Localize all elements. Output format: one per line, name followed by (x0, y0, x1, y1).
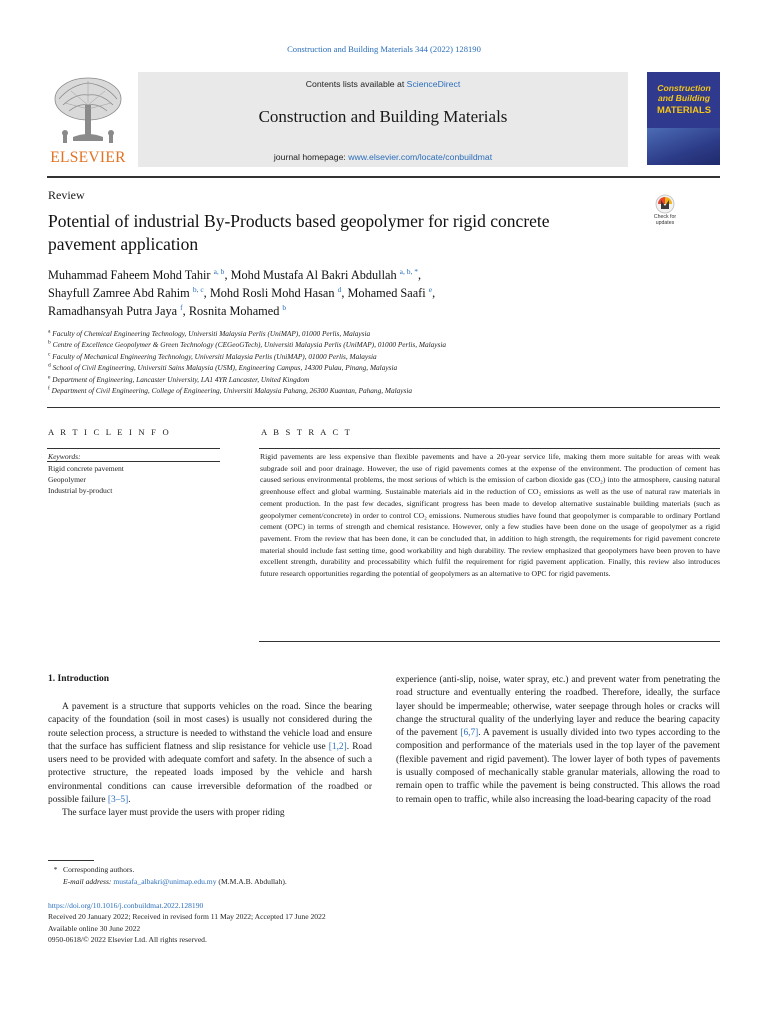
email-suffix: (M.M.A.B. Abdullah). (216, 877, 287, 886)
body-column-right (396, 674, 720, 807)
email-note (48, 876, 468, 888)
journal-name: Construction and Building Materials (258, 107, 508, 126)
keyword[interactable]: Geopolymer (48, 475, 86, 484)
author-name[interactable]: Ramadhansyah Putra Jaya (48, 304, 178, 318)
cover-title-line-2: and Building (657, 93, 711, 103)
body-text: . A pavement is usually divided into two types according to the composition and performance of the materials used in the top layer of the pavement (flexible pavement and rigid pavement). The lower layer of both types of pavements is usually composed of mechanically stable granular materials, allowing the road to remain open to traffic while the pavement is being constructed. This allows the road to remain open to traffic, while also increasing the load-bearing capacity of the road (396, 728, 720, 805)
cover-title-line-1: Construction (657, 83, 711, 93)
footnotes (48, 864, 468, 888)
article-info-divider (47, 448, 220, 449)
author-name[interactable]: Muhammad Faheem Mohd Tahir (48, 268, 211, 282)
sciencedirect-link[interactable]: ScienceDirect (406, 79, 461, 89)
body-paragraph (396, 674, 720, 807)
homepage-prefix: journal homepage: (273, 152, 349, 162)
copyright-notice: 0950-0618/© 2022 Elsevier Ltd. All rights reserved. (48, 935, 207, 945)
keyword[interactable]: Rigid concrete pavement (48, 464, 124, 473)
body-paragraph (48, 807, 372, 820)
affiliation-key: a (48, 328, 51, 335)
check-for-updates-button[interactable] (644, 194, 686, 230)
affiliation-key: b (48, 339, 51, 346)
journal-homepage-line (138, 152, 628, 162)
keywords-label: Keywords: (48, 452, 81, 461)
body-text: The surface layer must provide the users with proper riding (62, 808, 285, 819)
citation-link[interactable]: [3–5] (107, 795, 129, 806)
author-affiliation-marks[interactable]: a, b, * (399, 266, 419, 276)
email-label: E-mail address: (63, 877, 112, 886)
corresponding-author-note (48, 864, 468, 876)
author-affiliation-marks[interactable]: e (428, 284, 433, 294)
contents-line (138, 79, 628, 89)
author-affiliation-marks[interactable]: f (180, 302, 183, 312)
affiliation-list (48, 328, 708, 396)
author-name[interactable]: Mohd Mustafa Al Bakri Abdullah (230, 268, 397, 282)
affiliation-text: Department of Civil Engineering, College of Engineering, Universiti Malaysia Pahang, 26300 Kuantan, Pahang, Malaysia (51, 386, 413, 396)
affiliation-text: Department of Engineering, Lancaster University, LA1 4YR Lancaster, United Kingdom (52, 374, 310, 384)
affiliation-key: e (48, 374, 51, 381)
doi-link[interactable]: https://doi.org/10.1016/j.conbuildmat.2022.128190 (48, 901, 204, 910)
author-list: Muhammad Faheem Mohd Tahir $^{a, b}$, Mohd Mustafa Al Bakri Abdullah $^{a, b, *}$, Shayfull Zamree Abd Rahim $^{b, c}$, Mohd Rosli Mohd Hasan $^d$, Mohamed Saafi $^e$, Ramadhansyah Putra Jaya $^f$, Rosnita Mohamed $^b$ (48, 266, 436, 318)
elsevier-logo (47, 71, 129, 166)
affiliation-key: f (48, 385, 50, 392)
body-text: experience (anti-slip, noise, water spray, etc.) and prevent water from penetrating the road structure and eventually entering the roadbed. Therefore, ideally, the surface layer should be impermeable; otherwise, water seepage through holes or cracks will change the structural quality of the underlying layer and reduce the bearing capacity of the pavement (396, 675, 720, 739)
cover-artwork (647, 128, 720, 165)
email-link[interactable]: mustafa_albakri@unimap.edu.my (113, 877, 217, 886)
body-text: . (128, 795, 131, 806)
affiliation-item (48, 328, 708, 339)
available-online: Available online 30 June 2022 (48, 923, 141, 933)
author-affiliation-marks[interactable]: a, b (213, 266, 225, 276)
keyword[interactable]: Industrial by-product (48, 486, 113, 495)
elsevier-wordmark: ELSEVIER (50, 149, 126, 166)
contents-prefix: Contents lists available at (305, 79, 407, 89)
affiliation-key: d (48, 362, 51, 369)
abstract-divider (259, 448, 720, 449)
author-name[interactable]: Rosnita Mohamed (188, 304, 280, 318)
citation-link[interactable]: [1,2] (328, 741, 347, 752)
author-affiliation-marks[interactable]: d (337, 284, 342, 294)
journal-header-band (138, 72, 628, 167)
elsevier-tree-icon (51, 75, 125, 147)
cover-title-line-3: MATERIALS (657, 104, 711, 115)
author-affiliation-marks[interactable]: b (282, 302, 287, 312)
header-divider (47, 176, 720, 178)
publication-details (48, 900, 508, 946)
abstract-text: Rigid pavements are less expensive than flexible pavements and have a 20-year service life, making them more suitable for areas with weak subgrade soil and poor drainage. However, the use of rigid pavements comes at the expense of the environment. The production of cement has caused serious environmental problems, the most serious of which is the emission of carbon dioxide gas (CO₂) into the atmosphere, causing natural greenhouse effect and global warming. Sustainable materials aid in the reduction of CO₂ emissions as well as the use of natural raw materials in cement production. In the past few decades, significant progress has been made to develop alternative sustainable building materials (such as geopolymer cement/concrete) in order to control CO₂ emissions. Numerous studies have found that geopolymer is comparable to ordinary Portland cement (OPC) in terms of strength and chemical resistance. However, only a few studies have been done on the usage of geopolymer as a rigid pavement. From the review that has been done, it can be concluded that, in addition to high strength, the requirements for rigid pavement concrete material should include fast setting time, good workability and high durability. The review emphasized that geopolymers have been proven to have excellent strength, durability and processability which fulfil the requirement for rigid pavement application. Finally, this review also introduces future research opportunities regarding the potential of geopolymers as an alternative to OPC for rigid pavements. (260, 452, 720, 579)
keywords-divider (47, 461, 220, 462)
received-dates: Received 20 January 2022; Received in revised form 11 May 2022; Accepted 17 June 2022 (48, 912, 326, 922)
abstract-heading: A B S T R A C T (261, 427, 353, 437)
body-text: A pavement is a structure that supports vehicles on the road. Since the bearing capacity of the foundation (soil in most cases) is usually not considered during the route selection process, a structure is needed to withstand the vehicle load and ensure that the surface has sufficient flatness and slip resistance for vehicle use (48, 702, 372, 752)
affiliation-item (48, 351, 708, 362)
body-column-left (48, 701, 372, 821)
affiliation-text: Centre of Excellence Geopolymer & Green Technology (CEGeoGTech), Universiti Malaysia Perlis (UniMAP), 01000 Perlis, Malaysia (52, 340, 447, 350)
affiliation-key: c (48, 351, 51, 358)
title-block-divider (47, 407, 720, 408)
affiliation-text: School of Civil Engineering, Universiti Sains Malaysia (USM), Engineering Campus, 14300 Pulau, Pinang, Malaysia (52, 363, 398, 373)
body-text: . Road users need to be provided with adequate comfort and safety. In the absence of such a protective structure, the repeated loads imposed by the vehicle and harsh environmental conditions can cause irreversible deformation of the roadbed or possible failure (48, 741, 372, 806)
author-name[interactable]: Mohd Rosli Mohd Hasan (209, 286, 335, 300)
body-paragraph (48, 701, 372, 807)
article-type: Review (48, 188, 85, 202)
footnote-divider (48, 860, 94, 861)
abstract-bottom-divider (259, 641, 720, 642)
check-for-updates-label: Check for updates (653, 214, 677, 226)
affiliation-text: Faculty of Mechanical Engineering Technology, Universiti Malaysia Perlis (UniMAP), 01000 Perlis, Malaysia (52, 351, 377, 361)
article-title: Potential of industrial By-Products based geopolymer for rigid concrete pavement application (48, 211, 550, 254)
check-for-updates-icon (644, 194, 686, 214)
keywords-block (48, 451, 218, 496)
introduction-heading: 1. Introduction (48, 674, 110, 684)
citation-link[interactable]: [6,7] (460, 728, 479, 739)
author-name[interactable]: Shayfull Zamree Abd Rahim (48, 286, 190, 300)
journal-homepage-link[interactable]: www.elsevier.com/locate/conbuildmat (348, 152, 493, 162)
journal-cover-image[interactable] (647, 72, 720, 165)
author-affiliation-marks[interactable]: b, c (192, 284, 204, 294)
article-info-heading: A R T I C L E I N F O (48, 427, 171, 437)
affiliation-item (48, 362, 708, 373)
corresponding-text: Corresponding authors. (63, 865, 135, 874)
affiliation-item (48, 339, 708, 350)
journal-reference-link[interactable]: Construction and Building Materials 344 (2022) 128190 (287, 44, 481, 54)
affiliation-item (48, 374, 708, 385)
affiliation-text: Faculty of Chemical Engineering Technology, Universiti Malaysia Perlis (UniMAP), 01000 Perlis, Malaysia (52, 329, 371, 338)
author-name[interactable]: Mohamed Saafi (347, 286, 426, 300)
corresponding-mark: * (53, 865, 58, 874)
affiliation-item (48, 385, 708, 396)
